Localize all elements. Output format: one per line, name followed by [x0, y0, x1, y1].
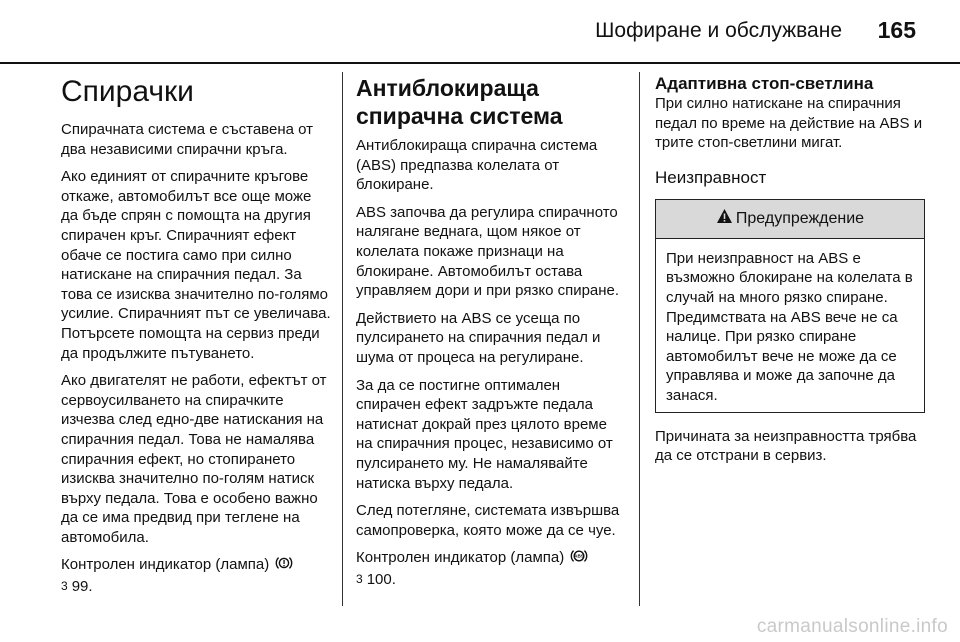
svg-text:ABS: ABS [574, 553, 585, 559]
abs-paragraph-3: Действието на ABS се усеща по пулсирането на спирачния педал и шума от процеса на регулиране. [356, 309, 601, 366]
brakes-indicator-ref [61, 555, 331, 597]
warning-box-header [656, 200, 924, 239]
brakes-paragraph-1: Спирачната система е съставена от два независими спирачни кръга. [61, 121, 314, 158]
column-divider-2 [639, 72, 640, 606]
abs-paragraph-1: Антиблокираща спирачна система (ABS) предпазва колелата от блокиране. [356, 137, 598, 194]
abs-indicator-ref [356, 548, 624, 590]
column-brakes [61, 74, 331, 598]
reference-arrow-icon: 3 [61, 579, 68, 594]
reference-page-link[interactable]: 99. [71, 578, 93, 596]
adaptive-brake-light-heading: Адаптивна стоп-светлина [655, 74, 874, 93]
adaptive-brake-light-text: При силно натискане на спирачния педал по време на действие на ABS и трите стоп-светлини мигат. [655, 95, 923, 152]
warning-title: Предупреждение [735, 209, 865, 227]
warning-text: При неизправност на ABS е възможно блокиране на колелата в случай на много рязко спиране. Предимствата на ABS вече не са налице. При рязко спиране автомобилът вече не може да се управлява и може да започне да занася. [666, 249, 913, 404]
abs-paragraph-2: ABS започва да регулира спирачното налягане веднага, щом някое от колелата покаже признаци на блокиране. Автомобилът остава управляем дори и при рязко спиране. [356, 203, 620, 300]
abs-warning-icon [570, 548, 588, 570]
warning-triangle-icon [716, 208, 733, 229]
page-number: 165 [877, 17, 916, 43]
abs-heading: Антиблокираща спирачна система [356, 75, 563, 129]
warning-box-body [656, 239, 924, 412]
abs-paragraph-5: След потегляне, системата извършва самопроверка, която може да се чуе. [356, 502, 620, 539]
brakes-heading: Спирачки [61, 75, 194, 108]
warning-box [655, 199, 925, 413]
brakes-paragraph-2: Ако единият от спирачните кръгове откаже, автомобилът все още може да бъде спрян с помощта на другия спирачен кръг. Спирачният ефект обаче се постига само при силно натискане на спирачния педал. За това се изисква значително по-голямо усилие. Спирачният път се увеличава. Потърсете помощта на сервиз преди да продължите пътуването. [61, 168, 331, 362]
fault-heading: Неизправност [655, 167, 767, 187]
column-divider-1 [342, 72, 343, 606]
brake-warning-icon [275, 555, 293, 577]
column-abs [356, 74, 624, 590]
indicator-label: Контролен индикатор (лампа) [356, 549, 565, 567]
section-title: Шофиране и обслужване [595, 19, 842, 42]
reference-page-link[interactable]: 100. [366, 570, 396, 588]
reference-arrow-icon: 3 [356, 571, 363, 586]
brakes-paragraph-3: Ако двигателят не работи, ефектът от сервоусилването на спирачките изчезва след едно-две натискания на спирачния педал. Това не намалява спирачния ефект, но стопирането изисква значително по-голям натиск върху педала. Това е особено важно да се има предвид при теглене на автомобила. [61, 372, 327, 546]
column-brake-light [655, 74, 925, 474]
abs-paragraph-4: За да се постигне оптимален спирачен ефект задръжте педала натиснат докрай през цялото време на спирачния процес, независимо от пулсирането му. Не намалявайте натиска върху педала. [356, 376, 613, 492]
watermark: carmanualsonline.info [756, 616, 948, 637]
indicator-label: Контролен индикатор (лампа) [61, 556, 270, 574]
fault-closing-text: Причината за неизправността трябва да се отстрани в сервиз. [655, 427, 917, 465]
header-divider [0, 62, 960, 64]
